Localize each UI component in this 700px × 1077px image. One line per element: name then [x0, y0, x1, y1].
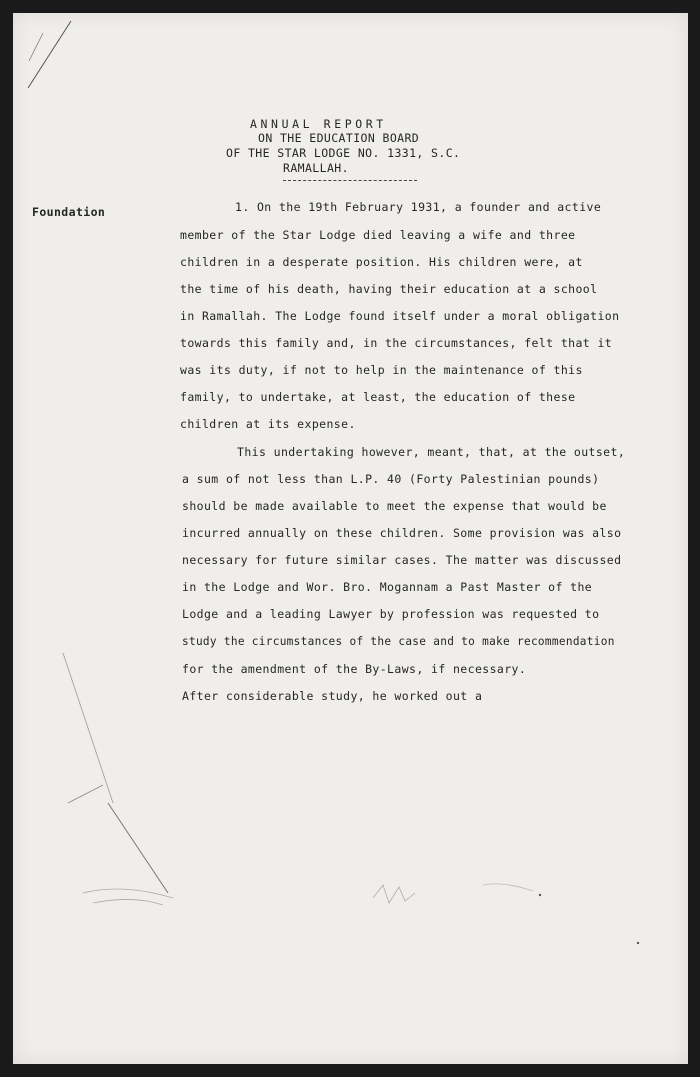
- report-title: ANNUAL REPORT: [250, 117, 387, 131]
- header-line-4: RAMALLAH.: [283, 161, 349, 175]
- header-line-3: OF THE STAR LODGE NO. 1331, S.C.: [226, 146, 461, 160]
- body-line: family, to undertake, at least, the education of these: [180, 390, 576, 404]
- body-line: a sum of not less than L.P. 40 (Forty Palestinian pounds): [182, 472, 600, 486]
- body-line: in the Lodge and Wor. Bro. Mogannam a Past Master of the: [182, 580, 593, 594]
- body-line: the time of his death, having their education at a school: [180, 282, 598, 296]
- body-line: After considerable study, he worked out a: [182, 689, 483, 703]
- body-line: children in a desperate position. His children were, at: [180, 255, 583, 269]
- document-page: [13, 13, 688, 1064]
- body-line: This undertaking however, meant, that, at the outset,: [237, 445, 626, 459]
- body-line: towards this family and, in the circumstances, felt that it: [180, 336, 613, 350]
- body-line: was its duty, if not to help in the maintenance of this: [180, 363, 583, 377]
- body-line: for the amendment of the By-Laws, if necessary.: [182, 662, 527, 676]
- body-line: Lodge and a leading Lawyer by profession was requested to: [182, 607, 600, 621]
- body-line: incurred annually on these children. Some provision was also: [182, 526, 622, 540]
- body-line: member of the Star Lodge died leaving a wife and three: [180, 228, 576, 242]
- header-line-2: ON THE EDUCATION BOARD: [258, 131, 420, 145]
- header-underline: [283, 180, 417, 181]
- body-line: in Ramallah. The Lodge found itself under a moral obligation: [180, 309, 620, 323]
- margin-note-foundation: Foundation: [32, 205, 106, 219]
- body-line: should be made available to meet the expense that would be: [182, 499, 607, 513]
- body-line: necessary for future similar cases. The matter was discussed: [182, 553, 622, 567]
- body-line: 1. On the 19th February 1931, a founder and active: [235, 200, 602, 214]
- body-line: study the circumstances of the case and to make recommendation: [182, 635, 615, 648]
- body-line: children at its expense.: [180, 417, 356, 431]
